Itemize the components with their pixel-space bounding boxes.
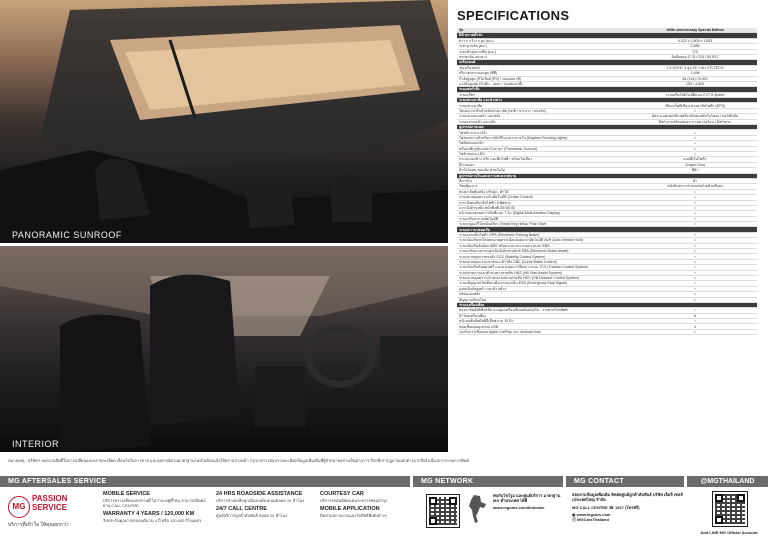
thailand-map-icon [466, 494, 488, 524]
spec-label: หลังคาซันรูฟแบบพาโนรามา (Panoramic Sunroof) [457, 146, 633, 151]
network-qr-code[interactable] [426, 494, 460, 528]
spec-label: ระบบเสริมแรงเบรกฉุกเฉินอิเล็กทรอนิกส์ EBA (Electronic Brake Assist) [457, 249, 633, 254]
contact-facebook-link[interactable] [572, 517, 684, 522]
spec-label: ระบบช่วยการออกตัวบนทางลาดชัน HAS (Hill Start Assist System) [457, 270, 633, 275]
spec-label: ระบบช่วงล่างหน้า และหลัง [457, 114, 633, 119]
contact-callcentre-label: MG CALL CENTRE [572, 505, 608, 510]
spec-label: ระยะต่ำสุดจากพื้น (มม.) [457, 49, 633, 54]
callcentre-text: ศูนย์บริการลูกค้าสัมพันธ์ ตลอด 24 ชั่วโมง [216, 513, 288, 518]
contact-url: www.mgcars.com [576, 512, 611, 517]
network-info [493, 493, 563, 510]
specifications-title: SPECIFICATIONS [457, 8, 570, 23]
spec-value: อิสระแมคเฟอร์สันสตรัท พร้อมเหล็กกันโคลง / ทอร์ชั่นบีม [633, 114, 757, 119]
aftersales-header: MG AFTERSALES SERVICE [0, 476, 410, 487]
spec-value: • [633, 211, 757, 216]
spec-value: • [633, 189, 757, 194]
warranty-title: WARRANTY 4 YEARS / 120,000 KM [103, 511, 195, 517]
spec-label: ไฟท้ายแบบ LED [457, 151, 633, 156]
spec-value: • [633, 130, 757, 135]
spec-label: ระบบเบรกหน้า และหลัง [457, 119, 633, 124]
spec-value: สีดำ [633, 168, 757, 173]
spec-label: ระบบควบคุมความเร็วอัตโนมัติ (Cruise Control) [457, 195, 633, 200]
spec-label: รองรับการเชื่อมต่อ Apple CarPlay และ Android Auto [457, 329, 633, 334]
spec-label: กำลังสูงสุด (กิโลวัตต์ (PS) / รอบต่อนาที) [457, 76, 633, 81]
spec-label: ปริมาตรกระบอกสูบ (ซีซี) [457, 71, 633, 76]
spec-label: ระบบเกียร์ [457, 92, 633, 97]
spec-value: ล้ออัลลอย 17 นิ้ว 215 / 55 R17 [633, 54, 757, 59]
spec-label: ระบบเบรกมือไฟฟ้า EPB (Electronic Parking Brake) [457, 232, 633, 237]
spec-label: สัญญาณกันขโมย [457, 297, 633, 302]
spec-value: ระบบเกียร์อัตโนมัติแบบ CVT 8 Speed [633, 92, 757, 97]
spec-value: • [633, 146, 757, 151]
sunroof-illustration [0, 0, 448, 243]
spec-value: • [633, 275, 757, 280]
spec-value: • [633, 281, 757, 286]
passion-service-title: PASSION SERVICE [32, 494, 68, 512]
roadside-text: บริการช่วยเหลือฉุกเฉินบนท้องถนนตลอด 24 ชั่วโมง [216, 498, 305, 503]
spec-label: หน้าจอแสดงผลการขับขี่แบบ 7 นิ้ว (Digital Multi-function Display) [457, 211, 633, 216]
spec-label: หน้าจอสัมผัสมัลติมีเดียขนาด 10 นิ้ว [457, 319, 633, 324]
line-official-account-text: Add LINE MG Official Account [700, 530, 758, 535]
spec-value: • [633, 108, 757, 113]
spec-value: • [633, 308, 757, 313]
spec-value: แบบสีเงินไฟฟ้า [633, 157, 757, 162]
mobile-app-title: MOBILE APPLICATION [320, 506, 380, 512]
spec-value: 3 [633, 324, 757, 329]
spec-label: ไฟส่องสว่างสำหรับการขับขี่ในเวลากลางวัน (Daytime Running Lights) [457, 135, 633, 140]
spec-label: เบาะนั่งคนขับปรับไฟฟ้า 6 ทิศทาง [457, 200, 633, 205]
mg-logo-icon: MG [8, 496, 30, 518]
sunroof-label: PANORAMIC SUNROOF [12, 230, 122, 240]
spec-value: 84 (114) / 6,000 [633, 76, 757, 81]
facebook-icon: ⓕ [572, 517, 578, 522]
spec-label: เครื่องยนต์ [457, 60, 633, 65]
spec-value: • [633, 292, 757, 297]
interior-label: INTERIOR [12, 439, 60, 449]
social-header [687, 476, 768, 487]
spec-label: พวงมาลัยหุ้มหนัง ปรับสูง - ต่ำได้ [457, 189, 633, 194]
spec-value: • [633, 329, 757, 334]
spec-value: 6 [633, 313, 757, 318]
spec-label: ระบบควบคุมการเบรกขณะเข้าโค้ง CBC (Curve Brake Control) [457, 259, 633, 264]
spec-value: • [633, 254, 757, 259]
spec-label: ระบบส่งกำลัง [457, 87, 633, 92]
spec-label: วัสดุหุ้มเบาะ [457, 184, 633, 189]
spec-label: ไฟตัดหมอกหน้า [457, 141, 633, 146]
spec-label: โหมดการปรับน้ำหนักพวงมาลัย (ปกติ / ขาเบาะ / สปอร์ต) [457, 108, 633, 113]
spec-label: รุ่น [457, 28, 633, 33]
spec-label: กระทะล้อ และยาง [457, 54, 633, 59]
spec-value: • [633, 249, 757, 254]
mobile-service-text: บริการตรวจเช็คนอกสถานที่ ไม่ว่าจะอยู่ที่ไหน สามารถติดต่อผ่าน CALL CENTRE [103, 498, 206, 508]
panoramic-sunroof-photo [0, 0, 448, 243]
spec-label: ระบบควบคุมความเร็วขณะลงทางลาดชัน HDC (Hill Descent Control System) [457, 275, 633, 280]
spec-value: 100th Anniversary Special Edition [633, 28, 757, 33]
spec-label: ระบบกุญแจรีโมทอัจฉริยะ (Smart Key) พร้อม Push Start [457, 222, 633, 227]
specifications-panel [457, 8, 757, 335]
spec-label: ระบบความปลอดภัย [457, 227, 633, 232]
spec-value: ดิสก์เบรกพร้อมช่องระบายความร้อน / ดิสก์เบรก [633, 119, 757, 124]
spec-value: • [633, 200, 757, 205]
spec-value: • [633, 259, 757, 264]
spec-label: ช่องเชื่อมต่ออุปกรณ์ USB [457, 324, 633, 329]
contact-facebook: MGCarsThailand [577, 517, 609, 522]
spec-label: คิ้วบังโคลน ขอบล้อ ชายบันได [457, 168, 633, 173]
spec-label: พวงมาลัยมัลติฟังก์ชั่น ควบคุมเครื่องเสียงพร้อมปุ่มรับ - วางสายโทรศัพท์ [457, 308, 633, 313]
spec-label: ระบบพวงมาลัย และช่วงล่าง [457, 98, 633, 103]
spec-label: เบาะนั่งด้านหลัง พนักพิงพับได้ 60:40 [457, 205, 633, 210]
spec-value: หนังสังเคราะห์ ตกแต่งด้วยด้ายสีแดง [633, 184, 757, 189]
spec-value: 1,498 [633, 71, 757, 76]
spec-value: • [633, 238, 757, 243]
spec-value: • [633, 270, 757, 275]
contact-phone[interactable]: 1267 (โทรฟรี) [614, 505, 640, 510]
passion-service-tagline: บริการที่เข้าใจ ให้คุณยกกว่า [8, 522, 69, 528]
aftersales-col-3 [320, 491, 408, 518]
spec-label: ยาว x กว้าง x สูง (มม.) [457, 38, 633, 43]
spec-row [457, 329, 757, 334]
network-url-link[interactable]: www.mgcars.com/th/dealer [493, 505, 545, 510]
spec-value: • [633, 135, 757, 140]
spec-label: ระยะฐานล้อ (มม.) [457, 44, 633, 49]
spec-value: • [633, 141, 757, 146]
callcentre-title: 24/7 CALL CENTRE [216, 506, 267, 512]
spec-value: • [633, 216, 757, 221]
spec-label: ลำโพงเครื่องเสียง [457, 313, 633, 318]
spec-value: Crayon Grey [633, 162, 757, 167]
spec-value: • [633, 232, 757, 237]
spec-label: ระบบปรับอากาศอัตโนมัติ [457, 216, 633, 221]
spec-label: กระจกมองข้าง ปรับ และพับไฟฟ้า พร้อมไฟเลี้ยว [457, 157, 633, 162]
spec-label: รุ่นเครื่องยนต์ [457, 65, 633, 70]
spec-value: • [633, 265, 757, 270]
spec-label: อุปกรณ์ภายนอก [457, 125, 633, 130]
spec-value: ดำ [633, 178, 757, 183]
line-qr-code[interactable] [712, 491, 748, 527]
spec-label: ระบบพวงมาลัย [457, 103, 633, 108]
disclaimer-note: หมายเหตุ : บริษัทฯ ขอสงวนสิทธิ์ในการเปลี่ยนแปลงรายละเอียด เงื่อนไขในการขาย และอุปกรณ์ตามมาตรฐานโดยไม่ต้องแจ้งให้ทราบล่วงหน้า กรุณาตรวจสอบรายละเอียดข้อมูลเพิ่มเติมที่ผู้จำหน่ายอย่างเป็นทางการ สีรถที่ปรากฏอาจแตกต่างจากสีจริงเนื่องจากระบบการพิมพ์ [8, 458, 469, 463]
spec-value: • [633, 151, 757, 156]
spec-value: • [633, 243, 757, 248]
spec-label: ระบบเครื่องเสียง [457, 302, 633, 307]
mobile-app-text: ติดตามสถานะรถและรับสิทธิพิเศษต่างๆ [320, 513, 387, 518]
interior-photo [0, 246, 448, 452]
spec-value: 2,585 [633, 44, 757, 49]
spec-value: 150 / 4,500 [633, 81, 757, 86]
spec-value: • [633, 222, 757, 227]
spec-label: สีภายนอก [457, 162, 633, 167]
interior-illustration [0, 246, 448, 452]
mobile-service-title: MOBILE SERVICE [103, 491, 150, 497]
network-header: MG NETWORK [413, 476, 563, 487]
spec-label: ระบบป้องกันล้อล็อก ABS พร้อมระบบกระจายแรงเบรก EBD [457, 243, 633, 248]
network-text: พบกับโชว์รูม และศูนย์บริการ มาตรฐาน MG ทั่วประเทศ ได้ที่ [493, 493, 561, 503]
aftersales-col-1 [103, 491, 211, 523]
contact-header: MG CONTACT [566, 476, 684, 487]
spec-label: ระบบป้องกันล้อหมุนฟรี และควบคุมการยึดเกาะถนน TCS (Traction Control System) [457, 265, 633, 270]
social-handle: @MGTHAILAND [700, 478, 755, 485]
aftersales-col-2 [216, 491, 314, 518]
phone-icon: ☎ [608, 505, 614, 510]
roadside-title: 24 HRS ROADSIDE ASSISTANCE [216, 491, 303, 497]
spec-label: แรงบิดสูงสุด (นิวตัน - เมตร / รอบต่อนาที) [457, 81, 633, 86]
spec-value: 1.5 DOHC 4 สูบ 16 วาล์ว VTI-TECH [633, 65, 757, 70]
courtesy-title: COURTESY CAR [320, 491, 364, 497]
spec-value: • [633, 297, 757, 302]
spec-label: ไฟหน้าระบบ LED [457, 130, 633, 135]
footer [0, 476, 768, 543]
spec-value: • [633, 195, 757, 200]
spec-label: ระบบควบคุมการทรงตัว SCS (Stability Control System) [457, 254, 633, 259]
courtesy-text: บริการรถยนต์ทดแทนระหว่างซ่อมบำรุง [320, 498, 387, 503]
spec-value: 4,323 x 1,809 x 1,653 [633, 38, 757, 43]
contact-info [572, 492, 684, 522]
spec-value: • [633, 205, 757, 210]
spec-label: สีภายใน [457, 178, 633, 183]
contact-company: สอบถามข้อมูลเพิ่มเติม ติดต่อศูนย์ลูกค้าสัมพันธ์ บริษัท เอ็มจี เซลส์ (ประเทศไทย) จำกัด [572, 492, 683, 502]
spec-value: • [633, 319, 757, 324]
spec-label: ถุงลมนิรภัยคู่หน้า และด้านข้าง [457, 286, 633, 291]
spec-value: 170 [633, 49, 757, 54]
spec-label: กล้องมองหลัง [457, 292, 633, 297]
spec-label: อุปกรณ์ภายในและความสะดวกสบาย [457, 173, 633, 178]
spec-value: เฟืองแร็คพิเนียน พวงมาลัยไฟฟ้า (EPS) [633, 103, 757, 108]
spec-value: • [633, 286, 757, 291]
spec-label: มิติ ขนาดตัวรถ [457, 33, 633, 38]
globe-icon: ◉ [572, 512, 577, 517]
spec-label: ระบบสัญญาณไฟเตือนเมื่อเบรกฉุกเฉิน ESS (Emergency Stop Signal) [457, 281, 633, 286]
specifications-table [457, 28, 757, 335]
spec-label: ระบบป้องกันรถไหลขณะหยุดรถเมื่อปล่อยเบรกอัตโนมัติ AVH (Auto Vehicle Hold) [457, 238, 633, 243]
photo-panel [0, 0, 448, 452]
warranty-text: รับประกันคุณภาพรถยนต์นาน 4 ปี หรือ 120,000 กิโลเมตร [103, 518, 202, 523]
